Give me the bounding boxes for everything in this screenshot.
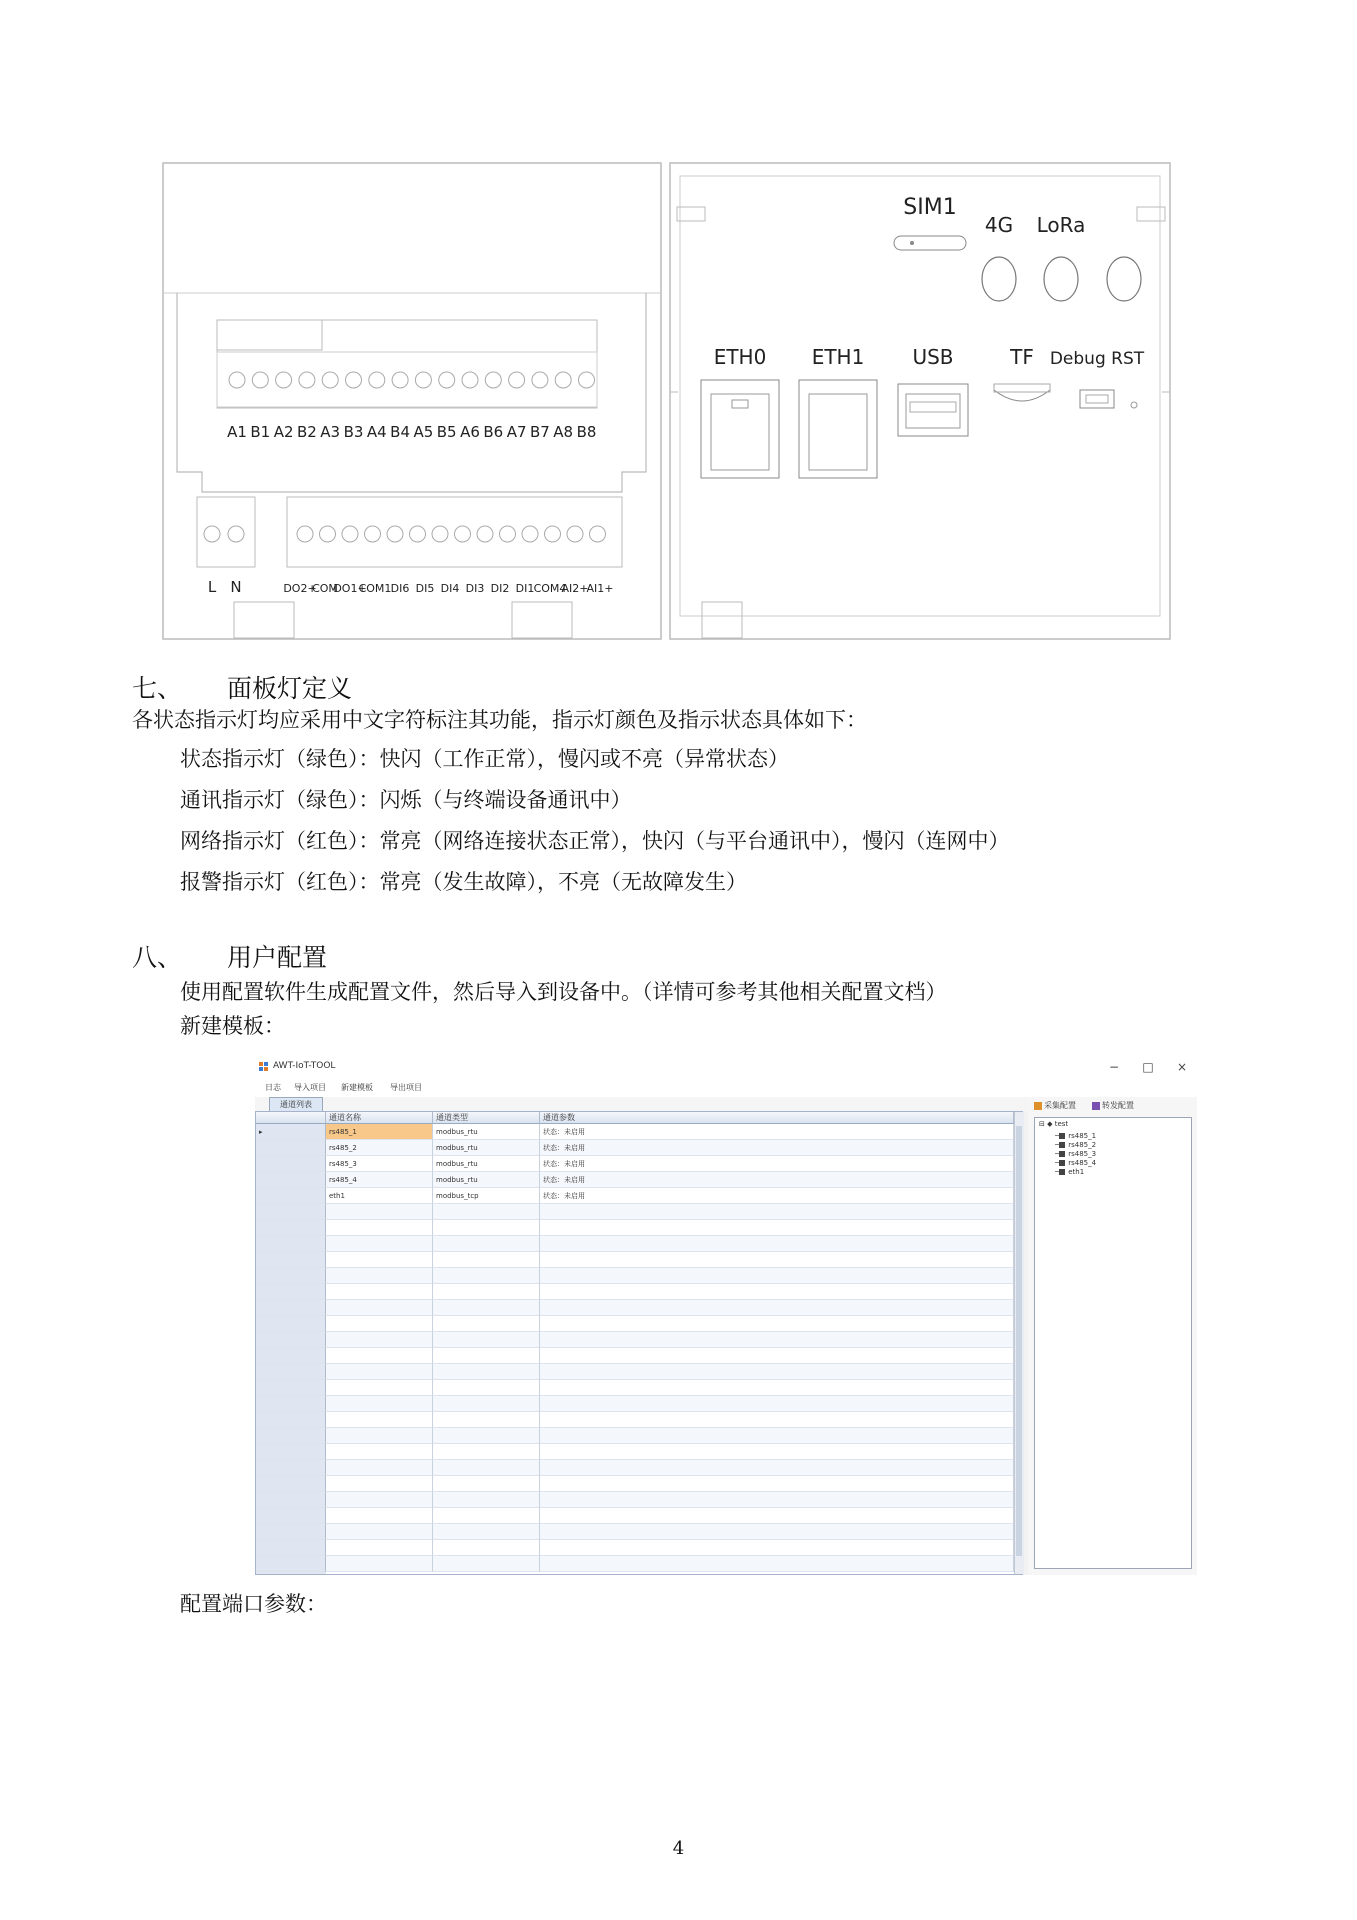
row-header[interactable] (256, 1188, 326, 1204)
menu-export-project[interactable]: 导出项目 (390, 1083, 422, 1092)
maximize-button[interactable]: □ (1142, 1060, 1154, 1074)
port-label-tf: TF (1010, 345, 1034, 369)
cell-channel-param[interactable] (540, 1204, 1014, 1220)
section-8-line-2: 新建模板： (180, 1014, 285, 1038)
terminal-label-a2: A2 (273, 423, 294, 441)
label-4g: 4G (984, 213, 1014, 237)
cell-channel-type[interactable] (433, 1508, 540, 1524)
row-header[interactable] (256, 1348, 326, 1364)
cell-channel-type[interactable] (433, 1220, 540, 1236)
column-header-name[interactable]: 通道名称 (326, 1112, 433, 1124)
port-label-eth1: ETH1 (811, 345, 865, 369)
app-menubar (255, 1079, 1197, 1097)
section-8-heading (132, 938, 732, 970)
terminal-label-a7: A7 (506, 423, 527, 441)
cell-channel-name[interactable] (326, 1396, 433, 1412)
cell-channel-param[interactable] (540, 1428, 1014, 1444)
io-label-com1: COM1 (358, 582, 392, 595)
cell-channel-param[interactable] (540, 1348, 1014, 1364)
cell-channel-type[interactable] (433, 1540, 540, 1556)
terminal-label-b1: B1 (250, 423, 271, 441)
tab-collect-config[interactable] (1032, 1099, 1076, 1113)
cell-channel-name[interactable] (326, 1316, 433, 1332)
cell-channel-type[interactable] (433, 1348, 540, 1364)
cell-channel-name[interactable] (326, 1364, 433, 1380)
row-header[interactable] (256, 1156, 326, 1172)
io-label-di2: DI2 (490, 582, 510, 595)
row-header[interactable] (256, 1140, 326, 1156)
port-label-eth0: ETH0 (713, 345, 767, 369)
serial-port-icon (1059, 1133, 1065, 1139)
terminal-label-b5: B5 (436, 423, 457, 441)
row-header[interactable] (256, 1204, 326, 1220)
cell-channel-param[interactable] (540, 1332, 1014, 1348)
cell-channel-param[interactable] (540, 1316, 1014, 1332)
row-header[interactable] (256, 1556, 326, 1572)
app-titlebar (255, 1055, 1197, 1079)
cell-channel-name[interactable] (326, 1524, 433, 1540)
io-label-com: COM (312, 582, 338, 595)
grid-corner (256, 1112, 326, 1124)
column-header-param[interactable]: 通道参数 (540, 1112, 1014, 1124)
terminal-label-b7: B7 (529, 423, 550, 441)
cell-channel-name[interactable] (326, 1300, 433, 1316)
row-header[interactable] (256, 1332, 326, 1348)
cell-channel-name[interactable] (326, 1460, 433, 1476)
page-number: 4 (672, 1838, 685, 1859)
row-header[interactable] (256, 1444, 326, 1460)
cell-channel-type[interactable] (433, 1412, 540, 1428)
app-logo-icon (259, 1062, 268, 1071)
cell-channel-type[interactable]: modbus_rtu (433, 1172, 540, 1188)
row-header[interactable] (256, 1412, 326, 1428)
scroll-thumb[interactable] (1016, 1126, 1022, 1556)
config-tool-screenshot (255, 1055, 1197, 1575)
cell-channel-type[interactable]: modbus_rtu (433, 1124, 540, 1140)
cell-channel-param[interactable] (540, 1236, 1014, 1252)
power-label-l: L (207, 578, 217, 596)
row-header[interactable] (256, 1460, 326, 1476)
row-header[interactable] (256, 1492, 326, 1508)
device-panel-drawing (162, 162, 1172, 642)
io-label-do1-plus: DO1+ (333, 582, 367, 595)
tree-node-label: rs485_2 (1068, 1141, 1097, 1149)
cell-channel-param[interactable] (540, 1540, 1014, 1556)
io-label-ai1-plus: AI1+ (586, 582, 614, 595)
column-header-type[interactable]: 通道类型 (433, 1112, 540, 1124)
cell-channel-param[interactable]: 状态：未启用 (540, 1156, 1014, 1172)
indicator-alarm-line: 报警指示灯（红色）：常亮（发生故障），不亮（无故障发生） (180, 870, 747, 894)
cell-channel-type[interactable] (433, 1380, 540, 1396)
terminal-label-a8: A8 (553, 423, 574, 441)
cell-channel-name[interactable] (326, 1220, 433, 1236)
tree-root-label: test (1054, 1120, 1069, 1128)
cell-channel-type[interactable]: modbus_rtu (433, 1140, 540, 1156)
cell-channel-param[interactable] (540, 1476, 1014, 1492)
cell-channel-name[interactable]: rs485_3 (326, 1156, 433, 1172)
cell-channel-name[interactable] (326, 1540, 433, 1556)
serial-port-icon (1059, 1142, 1065, 1148)
cell-channel-param[interactable] (540, 1412, 1014, 1428)
tree-node-label: rs485_4 (1068, 1159, 1097, 1167)
io-label-do2-plus: DO2+ (283, 582, 317, 595)
channel-grid (255, 1111, 1023, 1575)
cell-channel-name[interactable]: rs485_1 (326, 1124, 433, 1140)
cell-channel-param[interactable] (540, 1492, 1014, 1508)
menu-new-template[interactable]: 新建模板 (341, 1083, 373, 1092)
terminal-label-b6: B6 (483, 423, 504, 441)
row-header[interactable] (256, 1524, 326, 1540)
cell-channel-type[interactable] (433, 1396, 540, 1412)
terminal-label-a1: A1 (227, 423, 247, 441)
cell-channel-type[interactable] (433, 1284, 540, 1300)
terminal-label-b2: B2 (296, 423, 317, 441)
cell-channel-name[interactable] (326, 1508, 433, 1524)
cell-channel-param[interactable] (540, 1396, 1014, 1412)
cell-channel-name[interactable] (326, 1332, 433, 1348)
cell-channel-param[interactable] (540, 1508, 1014, 1524)
cell-channel-type[interactable] (433, 1300, 540, 1316)
close-button[interactable]: × (1176, 1060, 1188, 1074)
cell-channel-type[interactable] (433, 1204, 540, 1220)
row-header[interactable] (256, 1172, 326, 1188)
serial-port-icon (1059, 1151, 1065, 1157)
forward-config-icon (1092, 1102, 1100, 1110)
cell-channel-name[interactable]: rs485_2 (326, 1140, 433, 1156)
cell-channel-type[interactable]: modbus_tcp (433, 1188, 540, 1204)
tree-node-rs485-3[interactable]: ─ rs485_3 (1055, 1150, 1097, 1158)
indicator-network-line: 网络指示灯（红色）：常亮（网络连接状态正常），快闪（与平台通讯中），慢闪（连网中） (180, 829, 1010, 853)
row-header[interactable] (256, 1364, 326, 1380)
cell-channel-name[interactable] (326, 1476, 433, 1492)
cell-channel-type[interactable] (433, 1428, 540, 1444)
section-7-intro: 各状态指示灯均应采用中文字符标注其功能，指示灯颜色及指示状态具体如下： (132, 708, 867, 732)
cell-channel-name[interactable] (326, 1428, 433, 1444)
io-label-com4: COM4 (533, 582, 567, 595)
terminal-label-b8: B8 (576, 423, 597, 441)
row-header[interactable] (256, 1476, 326, 1492)
label-lora: LoRa (1036, 213, 1086, 237)
row-header[interactable] (256, 1380, 326, 1396)
collect-config-icon (1034, 1102, 1042, 1110)
terminal-label-a6: A6 (460, 423, 480, 441)
section-7-title: 面板灯定义 (227, 674, 353, 703)
terminal-label-b3: B3 (343, 423, 364, 441)
terminal-label-a5: A5 (413, 423, 434, 441)
label-sim1: SIM1 (903, 195, 957, 220)
cell-channel-name[interactable]: rs485_4 (326, 1172, 433, 1188)
terminal-label-b4: B4 (390, 423, 411, 441)
cell-channel-param[interactable] (540, 1556, 1014, 1572)
section-7-number: 七、 (132, 674, 183, 703)
power-label-n: N (230, 578, 242, 596)
section-8-title: 用户配置 (227, 943, 328, 972)
config-tree (1034, 1117, 1192, 1569)
cell-channel-name[interactable] (326, 1556, 433, 1572)
cell-channel-type[interactable] (433, 1460, 540, 1476)
cube-icon: ◆ (1047, 1120, 1053, 1128)
cell-channel-param[interactable]: 状态：未启用 (540, 1188, 1014, 1204)
tab-collect-config-label: 采集配置 (1044, 1101, 1076, 1110)
app-title: AWT-IoT-TOOL (273, 1061, 336, 1071)
io-label-di5: DI5 (415, 582, 435, 595)
port-label-usb: USB (912, 345, 954, 369)
cell-channel-param[interactable]: 状态：未启用 (540, 1140, 1014, 1156)
cell-channel-name[interactable] (326, 1348, 433, 1364)
indicator-status-line: 状态指示灯（绿色）：快闪（工作正常），慢闪或不亮（异常状态） (180, 747, 789, 771)
ethernet-icon (1059, 1169, 1065, 1175)
tree-node-eth1[interactable]: ─ eth1 (1055, 1168, 1085, 1176)
cell-channel-param[interactable] (540, 1444, 1014, 1460)
grid-vertical-scrollbar[interactable] (1014, 1112, 1024, 1574)
collapse-icon[interactable]: ⊟ (1039, 1120, 1045, 1128)
tree-node-rs485-4[interactable]: ─ rs485_4 (1055, 1159, 1097, 1167)
cell-channel-param[interactable] (540, 1460, 1014, 1476)
cell-channel-type[interactable] (433, 1556, 540, 1572)
row-header[interactable] (256, 1284, 326, 1300)
port-label-debug-rst: Debug RST (1049, 349, 1145, 369)
cell-channel-type[interactable] (433, 1252, 540, 1268)
cell-channel-param[interactable]: 状态：未启用 (540, 1124, 1014, 1140)
cell-channel-param[interactable] (540, 1380, 1014, 1396)
tab-channel-list[interactable]: 通道列表 (269, 1097, 323, 1112)
cell-channel-type[interactable] (433, 1332, 540, 1348)
cell-channel-param[interactable] (540, 1300, 1014, 1316)
tab-forward-config[interactable] (1090, 1099, 1134, 1113)
cell-channel-param[interactable] (540, 1364, 1014, 1380)
tree-node-label: rs485_1 (1068, 1132, 1097, 1140)
cell-channel-type[interactable] (433, 1364, 540, 1380)
cell-channel-name[interactable]: eth1 (326, 1188, 433, 1204)
tree-node-rs485-1[interactable]: ─ rs485_1 (1055, 1132, 1097, 1140)
cell-channel-name[interactable] (326, 1268, 433, 1284)
io-label-di3: DI3 (465, 582, 485, 595)
cell-channel-type[interactable] (433, 1476, 540, 1492)
row-header[interactable] (256, 1396, 326, 1412)
row-header[interactable] (256, 1300, 326, 1316)
cell-channel-type[interactable]: modbus_rtu (433, 1156, 540, 1172)
menu-log[interactable]: 日志 (265, 1083, 281, 1092)
caption-configure-ports: 配置端口参数： (180, 1592, 327, 1616)
cell-channel-param[interactable] (540, 1268, 1014, 1284)
cell-channel-type[interactable] (433, 1268, 540, 1284)
row-header[interactable] (256, 1540, 326, 1556)
cell-channel-name[interactable] (326, 1492, 433, 1508)
cell-channel-type[interactable] (433, 1524, 540, 1540)
terminal-label-a3: A3 (320, 423, 341, 441)
indicator-comm-line: 通讯指示灯（绿色）：闪烁（与终端设备通讯中） (180, 788, 632, 812)
row-header[interactable] (256, 1236, 326, 1252)
section-8-number: 八、 (132, 943, 183, 972)
cell-channel-name[interactable] (326, 1204, 433, 1220)
row-header[interactable] (256, 1268, 326, 1284)
row-header[interactable] (256, 1252, 326, 1268)
io-label-di1: DI1 (515, 582, 535, 595)
section-8-line-1: 使用配置软件生成配置文件，然后导入到设备中。（详情可参考其他相关配置文档） (180, 980, 947, 1004)
io-label-di6: DI6 (390, 582, 410, 595)
minimize-button[interactable]: − (1108, 1060, 1120, 1074)
row-header[interactable] (256, 1428, 326, 1444)
cell-channel-param[interactable] (540, 1524, 1014, 1540)
tree-node-label: rs485_3 (1068, 1150, 1097, 1158)
io-label-ai2-plus: AI2+ (561, 582, 589, 595)
section-7-heading (132, 669, 732, 701)
serial-port-icon (1059, 1160, 1065, 1166)
cell-channel-param[interactable] (540, 1220, 1014, 1236)
cell-channel-param[interactable]: 状态：未启用 (540, 1172, 1014, 1188)
cell-channel-type[interactable] (433, 1236, 540, 1252)
row-header[interactable]: ▸ (256, 1124, 326, 1140)
cell-channel-name[interactable] (326, 1444, 433, 1460)
cell-channel-name[interactable] (326, 1236, 433, 1252)
right-panel (1028, 1097, 1197, 1575)
cell-channel-type[interactable] (433, 1316, 540, 1332)
row-header[interactable] (256, 1508, 326, 1524)
cell-channel-name[interactable] (326, 1412, 433, 1428)
tree-node-rs485-2[interactable]: ─ rs485_2 (1055, 1141, 1097, 1149)
tree-node-label: eth1 (1068, 1168, 1085, 1176)
cell-channel-name[interactable] (326, 1380, 433, 1396)
tab-forward-config-label: 转发配置 (1102, 1101, 1134, 1110)
cell-channel-param[interactable] (540, 1252, 1014, 1268)
row-header[interactable] (256, 1220, 326, 1236)
cell-channel-param[interactable] (540, 1284, 1014, 1300)
io-label-di4: DI4 (440, 582, 460, 595)
cell-channel-type[interactable] (433, 1492, 540, 1508)
cell-channel-name[interactable] (326, 1252, 433, 1268)
menu-import-project[interactable]: 导入项目 (294, 1083, 326, 1092)
terminal-label-a4: A4 (366, 423, 387, 441)
cell-channel-name[interactable] (326, 1284, 433, 1300)
cell-channel-type[interactable] (433, 1444, 540, 1460)
tree-root-node[interactable] (1039, 1120, 1068, 1128)
row-header[interactable] (256, 1316, 326, 1332)
